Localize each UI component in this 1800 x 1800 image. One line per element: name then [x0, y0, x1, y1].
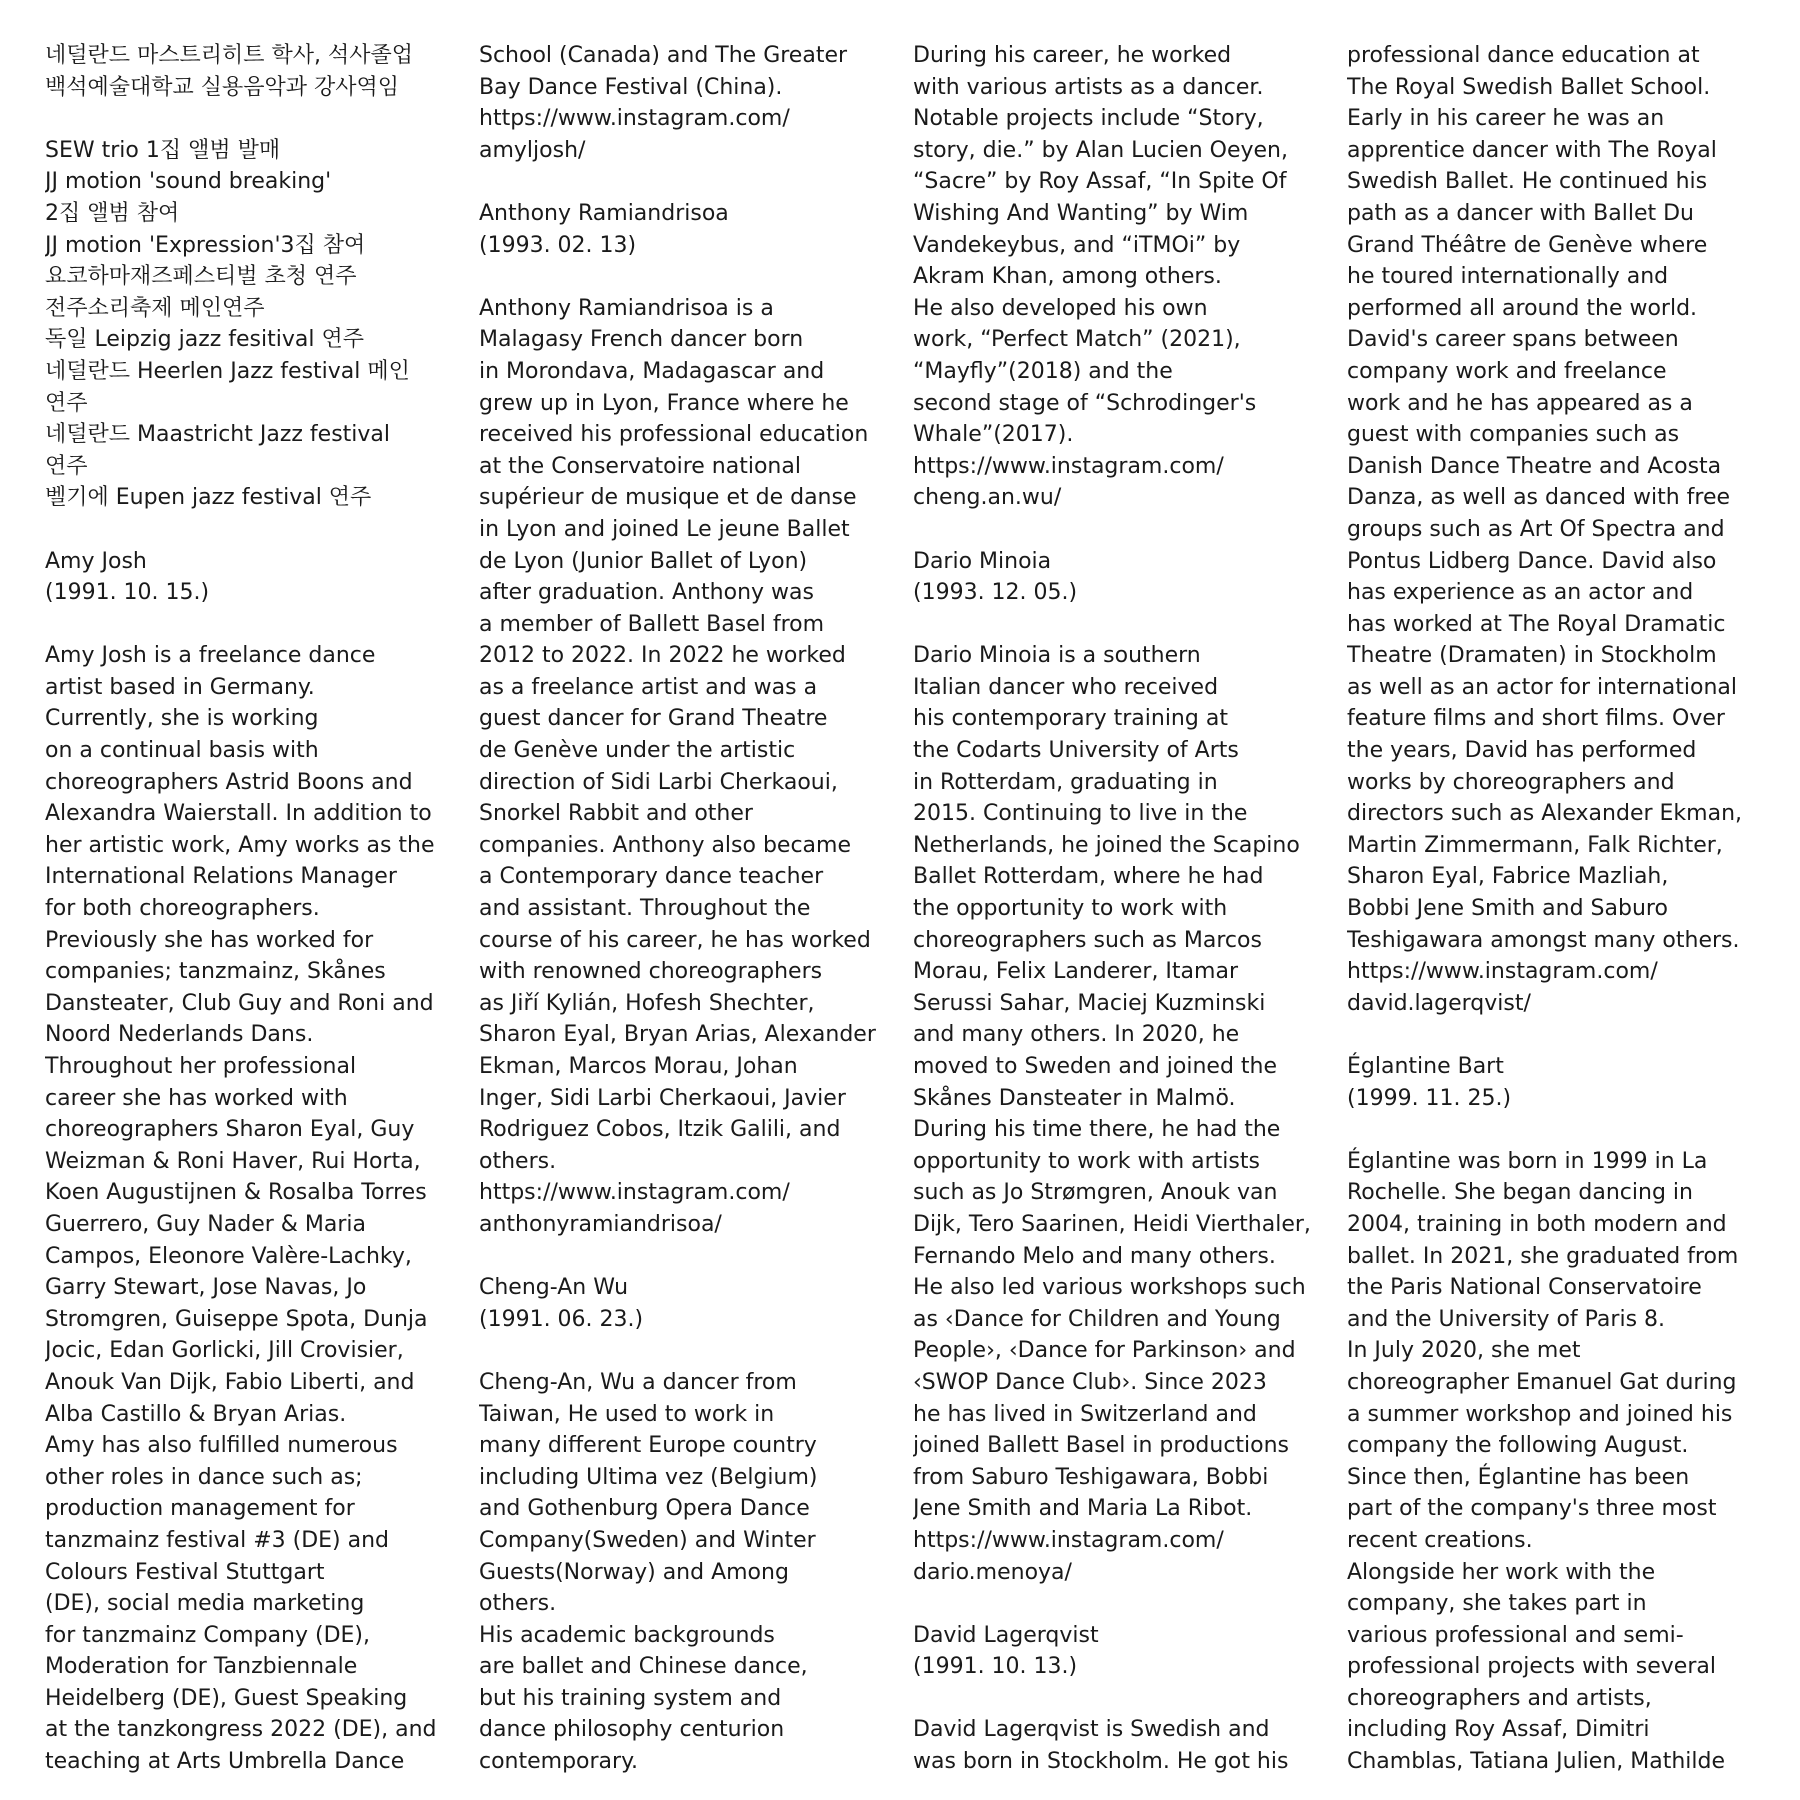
artist-heading-amy-josh: Amy Josh (1991. 10. 15.) — [45, 548, 210, 606]
bio-cheng-an-wu-continued: During his career, he worked with various artists as a dancer. Notable projects include “Story, story, die.” by Alan Lucien Oeyen, “Sacre” by Roy Assaf, “In Spite Of Wishing And Wanting” by Wim Vandekeybus, and “iTMOi” by Akram Khan, among others. He also developed his own work, “Perfect Match” (2021), “Mayfly”(2018) and the second stage of “Schrodinger's Whale”(2017). https://www.instagram.com/ cheng.an.wu/ — [913, 43, 1288, 511]
artist-heading-eglantine-bart: Églantine Bart (1999. 11. 25.) — [1347, 1054, 1512, 1111]
artist-heading-cheng-an-wu: Cheng-An Wu (1991. 06. 23.) — [479, 1275, 644, 1332]
column-2 — [479, 40, 913, 1780]
bio-amy-josh: Amy Josh is a freelance dance artist based in Germany. Currently, she is working on a continual basis with choreographers Astrid Boons and Alexandra Waierstall. In addition to her artistic work, Amy works as the International Relations Manager for both choreographers. Previously she has worked for companies; tanzmainz, Skånes Dansteater, Club Guy and Roni and Noord Nederlands Dans. Throughout her professional career she has worked with choreographers Sharon Eyal, Guy Weizman & Roni Haver, Rui Horta, Koen Augustijnen & Rosalba Torres Guerrero, Guy Nader & Maria Campos, Eleonore Valère-Lachky, Garry Stewart, Jose Navas, Jo Stromgren, Guiseppe Spota, Dunja Jocic, Edan Gorlicki, Jill Crovisier, Anouk Van Dijk, Fabio Liberti, and Alba Castillo & Bryan Arias. Amy has also fulfilled numerous other roles in dance such as; production management for tanzmainz festival #3 (DE) and Colours Festival Stuttgart (DE), social media marketing for tanzmainz Company (DE), Moderation for Tanzbiennale Heidelberg (DE), Guest Speaking at the tanzkongress 2022 (DE), and teaching at Arts Umbrella Dance — [45, 643, 437, 1775]
page — [45, 40, 1771, 1780]
artist-heading-anthony-ramiandrisoa: Anthony Ramiandrisoa (1993. 02. 13) — [479, 200, 729, 258]
bio-amy-josh-continued: School (Canada) and The Greater Bay Dance Festival (China). https://www.instagram.com/ amyljosh/ — [479, 43, 848, 163]
bio-david-lagerqvist: David Lagerqvist is Swedish and was born in Stockholm. He got his — [913, 1717, 1289, 1775]
bio-cheng-an-wu: Cheng-An, Wu a dancer from Taiwan, He used to work in many different Europe country including Ultima vez (Belgium) and Gothenburg Opera Dance Company(Sweden) and Winter Guests(Norway) and Among others. His academic backgrounds are ballet and Chinese dance, but his training system and dance philosophy centurion contemporary. — [479, 1369, 818, 1775]
artist-heading-david-lagerqvist: David Lagerqvist (1991. 10. 13.) — [913, 1622, 1099, 1680]
paragraph-korean-education: 네덜란드 마스트리히트 학사, 석사졸업 백석예술대학교 실용음악과 강사역임 — [45, 43, 414, 100]
paragraph-korean-discography: SEW trio 1집 앨범 발매 JJ motion 'sound breaking' 2집 앨범 참여 JJ motion 'Expression'3집 참여 요코하마재즈페스티벌 초청 연주 전주소리축제 메인연주 독일 Leipzig jazz fesitival 연주 네덜란드 Heerlen Jazz festival 메인 연주 네덜란드 Maastricht Jazz festival 연주 벨기에 Eupen jazz festival 연주 — [45, 137, 410, 511]
column-1 — [45, 40, 479, 1780]
bio-dario-minoia: Dario Minoia is a southern Italian dancer who received his contemporary training at the Codarts University of Arts in Rotterdam, graduating in 2015. Continuing to live in the Netherlands, he joined the Scapino Ballet Rotterdam, where he had the opportunity to work with choreographers such as Marcos Morau, Felix Landerer, Itamar Serussi Sahar, Maciej Kuzminski and many others. In 2020, he moved to Sweden and joined the Skånes Dansteater in Malmö. During his time there, he had the opportunity to work with artists such as Jo Strømgren, Anouk van Dijk, Tero Saarinen, Heidi Vierthaler, Fernando Melo and many others. He also led various workshops such as ‹Dance for Children and Young People›, ‹Dance for Parkinson› and ‹SWOP Dance Club›. Since 2023 he has lived in Switzerland and joined Ballett Basel in productions from Saburo Teshigawara, Bobbi Jene Smith and Maria La Ribot. https://www.instagram.com/ dario.menoya/ — [913, 643, 1311, 1585]
column-3 — [913, 40, 1347, 1780]
column-4 — [1347, 40, 1771, 1780]
bio-david-lagerqvist-continued: professional dance education at The Royal Swedish Ballet School. Early in his career he was an apprentice dancer with The Royal Swedish Ballet. He continued his path as a dancer with Ballet Du Grand Théâtre de Genève where he toured internationally and performed all around the world. David's career spans between company work and freelance work and he has appeared as a guest with companies such as Danish Dance Theatre and Acosta Danza, as well as danced with free groups such as Art Of Spectra and Pontus Lidberg Dance. David also has experience as an actor and has worked at The Royal Dramatic Theatre (Dramaten) in Stockholm as well as an actor for international feature films and short films. Over the years, David has performed works by choreographers and directors such as Alexander Ekman, Martin Zimmermann, Falk Richter, Sharon Eyal, Fabrice Mazliah, Bobbi Jene Smith and Saburo Teshigawara amongst many others. https://www.instagram.com/ david.lagerqvist/ — [1347, 43, 1743, 1016]
bio-anthony-ramiandrisoa: Anthony Ramiandrisoa is a Malagasy French dancer born in Morondava, Madagascar and grew up in Lyon, France where he received his professional education at the Conservatoire national supérieur de musique et de danse in Lyon and joined Le jeune Ballet de Lyon (Junior Ballet of Lyon) after graduation. Anthony was a member of Ballett Basel from 2012 to 2022. In 2022 he worked as a freelance artist and was a guest dancer for Grand Theatre de Genève under the artistic direction of Sidi Larbi Cherkaoui, Snorkel Rabbit and other companies. Anthony also became a Contemporary dance teacher and assistant. Throughout the course of his career, he has worked with renowned choreographers as Jiří Kylián, Hofesh Shechter, Sharon Eyal, Bryan Arias, Alexander Ekman, Marcos Morau, Johan Inger, Sidi Larbi Cherkaoui, Javier Rodriguez Cobos, Itzik Galili, and others. https://www.instagram.com/ anthonyramiandrisoa/ — [479, 295, 876, 1237]
bio-eglantine-bart: Églantine was born in 1999 in La Rochelle. She began dancing in 2004, training in both modern and ballet. In 2021, she graduated from the Paris National Conservatoire and the University of Paris 8. In July 2020, she met choreographer Emanuel Gat during a summer workshop and joined his company the following August. Since then, Églantine has been part of the company's three most recent creations. Alongside her work with the company, she takes part in various professional and semi- professional projects with several choreographers and artists, including Roy Assaf, Dimitri Chamblas, Tatiana Julien, Mathilde — [1347, 1148, 1739, 1775]
artist-heading-dario-minoia: Dario Minoia (1993. 12. 05.) — [913, 548, 1078, 606]
